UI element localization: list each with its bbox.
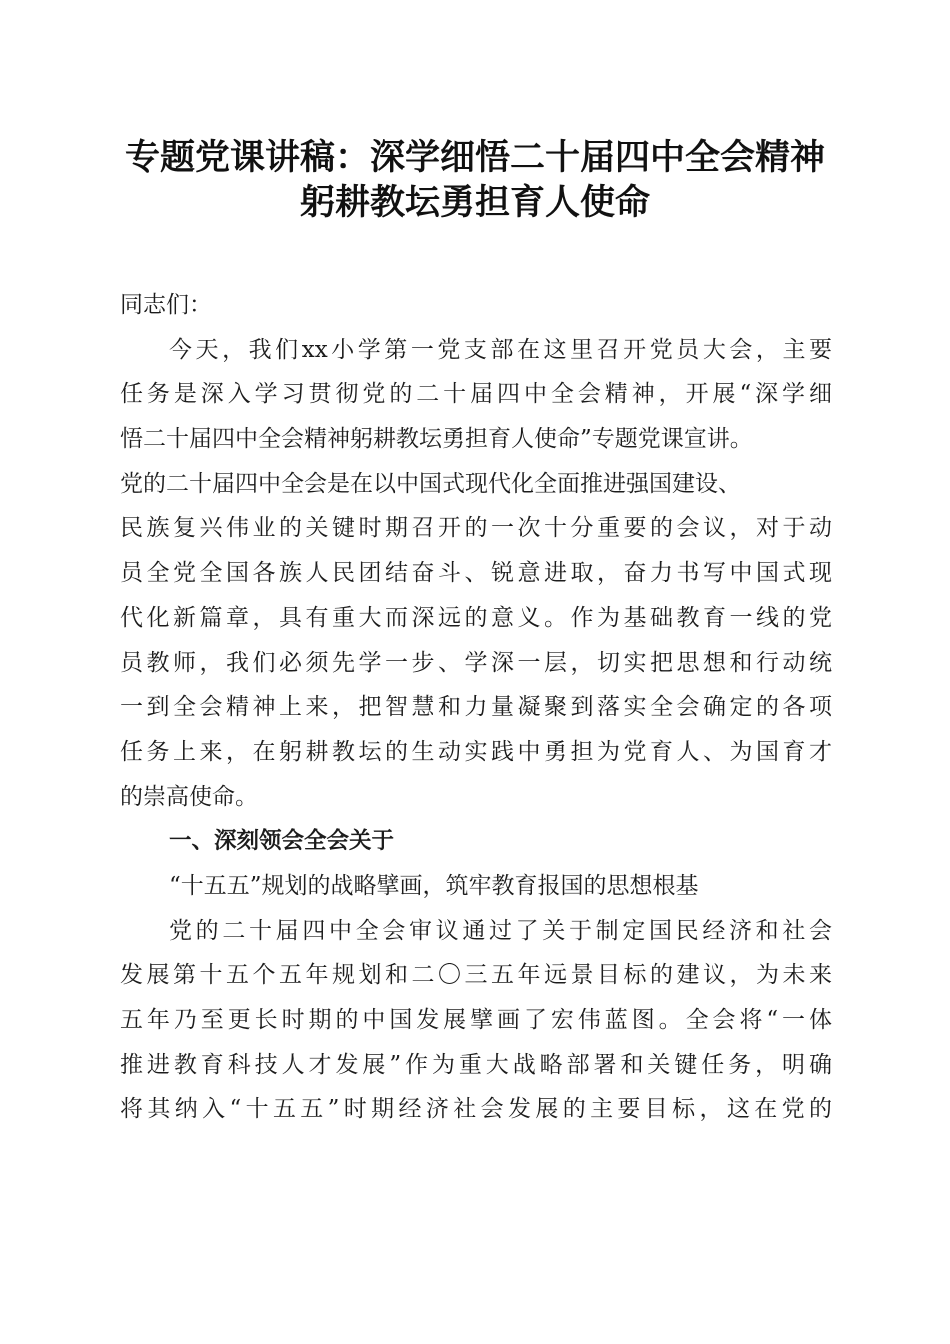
paragraph-line: 党的二十届四中全会审议通过了关于制定国民经济和社会 (169, 917, 832, 944)
document-body (120, 283, 832, 1132)
paragraph-line: 任务上来，在躬耕教坛的生动实践中勇担为党育人、为国育才 (120, 738, 832, 765)
paragraph-line: 员全党全国各族人民团结奋斗、锐意进取，奋力书写中国式现 (120, 560, 832, 587)
paragraph-line: 今天，我们xx小学第一党支部在这里召开党员大会，主要 (169, 336, 832, 363)
paragraph-line: 员教师，我们必须先学一步、学深一层，切实把思想和行动统 (120, 649, 832, 676)
paragraph-line: 将其纳入“十五五”时期经济社会发展的主要目标，这在党的 (120, 1096, 832, 1123)
paragraph-line: 民族复兴伟业的关键时期召开的一次十分重要的会议，对于动 (120, 515, 832, 542)
paragraph-line: 任务是深入学习贯彻党的二十届四中全会精神，开展“深学细 (120, 381, 832, 408)
paragraph-line: 党的二十届四中全会是在以中国式现代化全面推进强国建设、 (120, 470, 741, 497)
paragraph-line: 一到全会精神上来，把智慧和力量凝聚到落实全会确定的各项 (120, 694, 832, 721)
paragraph-line: 推进教育科技人才发展”作为重大战略部署和关键任务，明确 (120, 1051, 832, 1078)
title-line-2: 躬耕教坛勇担育人使命 (299, 182, 650, 223)
salutation: 同志们： (120, 292, 212, 318)
section-heading-continued: “十五五”规划的战略擘画，筑牢教育报国的思想根基 (169, 872, 699, 899)
paragraph-line: 悟二十届四中全会精神躬耕教坛勇担育人使命”专题党课宣讲。 (120, 426, 753, 453)
title-line-1: 专题党课讲稿：深学细悟二十届四中全会精神 (124, 137, 825, 178)
paragraph-line: 的崇高使命。 (120, 783, 258, 810)
paragraph-line: 五年乃至更长时期的中国发展擘画了宏伟蓝图。全会将“一体 (120, 1007, 832, 1033)
paragraph-line: 发展第十五个五年规划和二〇三五年远景目标的建议，为未来 (120, 962, 832, 989)
section-heading: 一、深刻领会全会关于 (169, 828, 395, 855)
paragraph-line: 代化新篇章，具有重大而深远的意义。作为基础教育一线的党 (120, 604, 832, 631)
